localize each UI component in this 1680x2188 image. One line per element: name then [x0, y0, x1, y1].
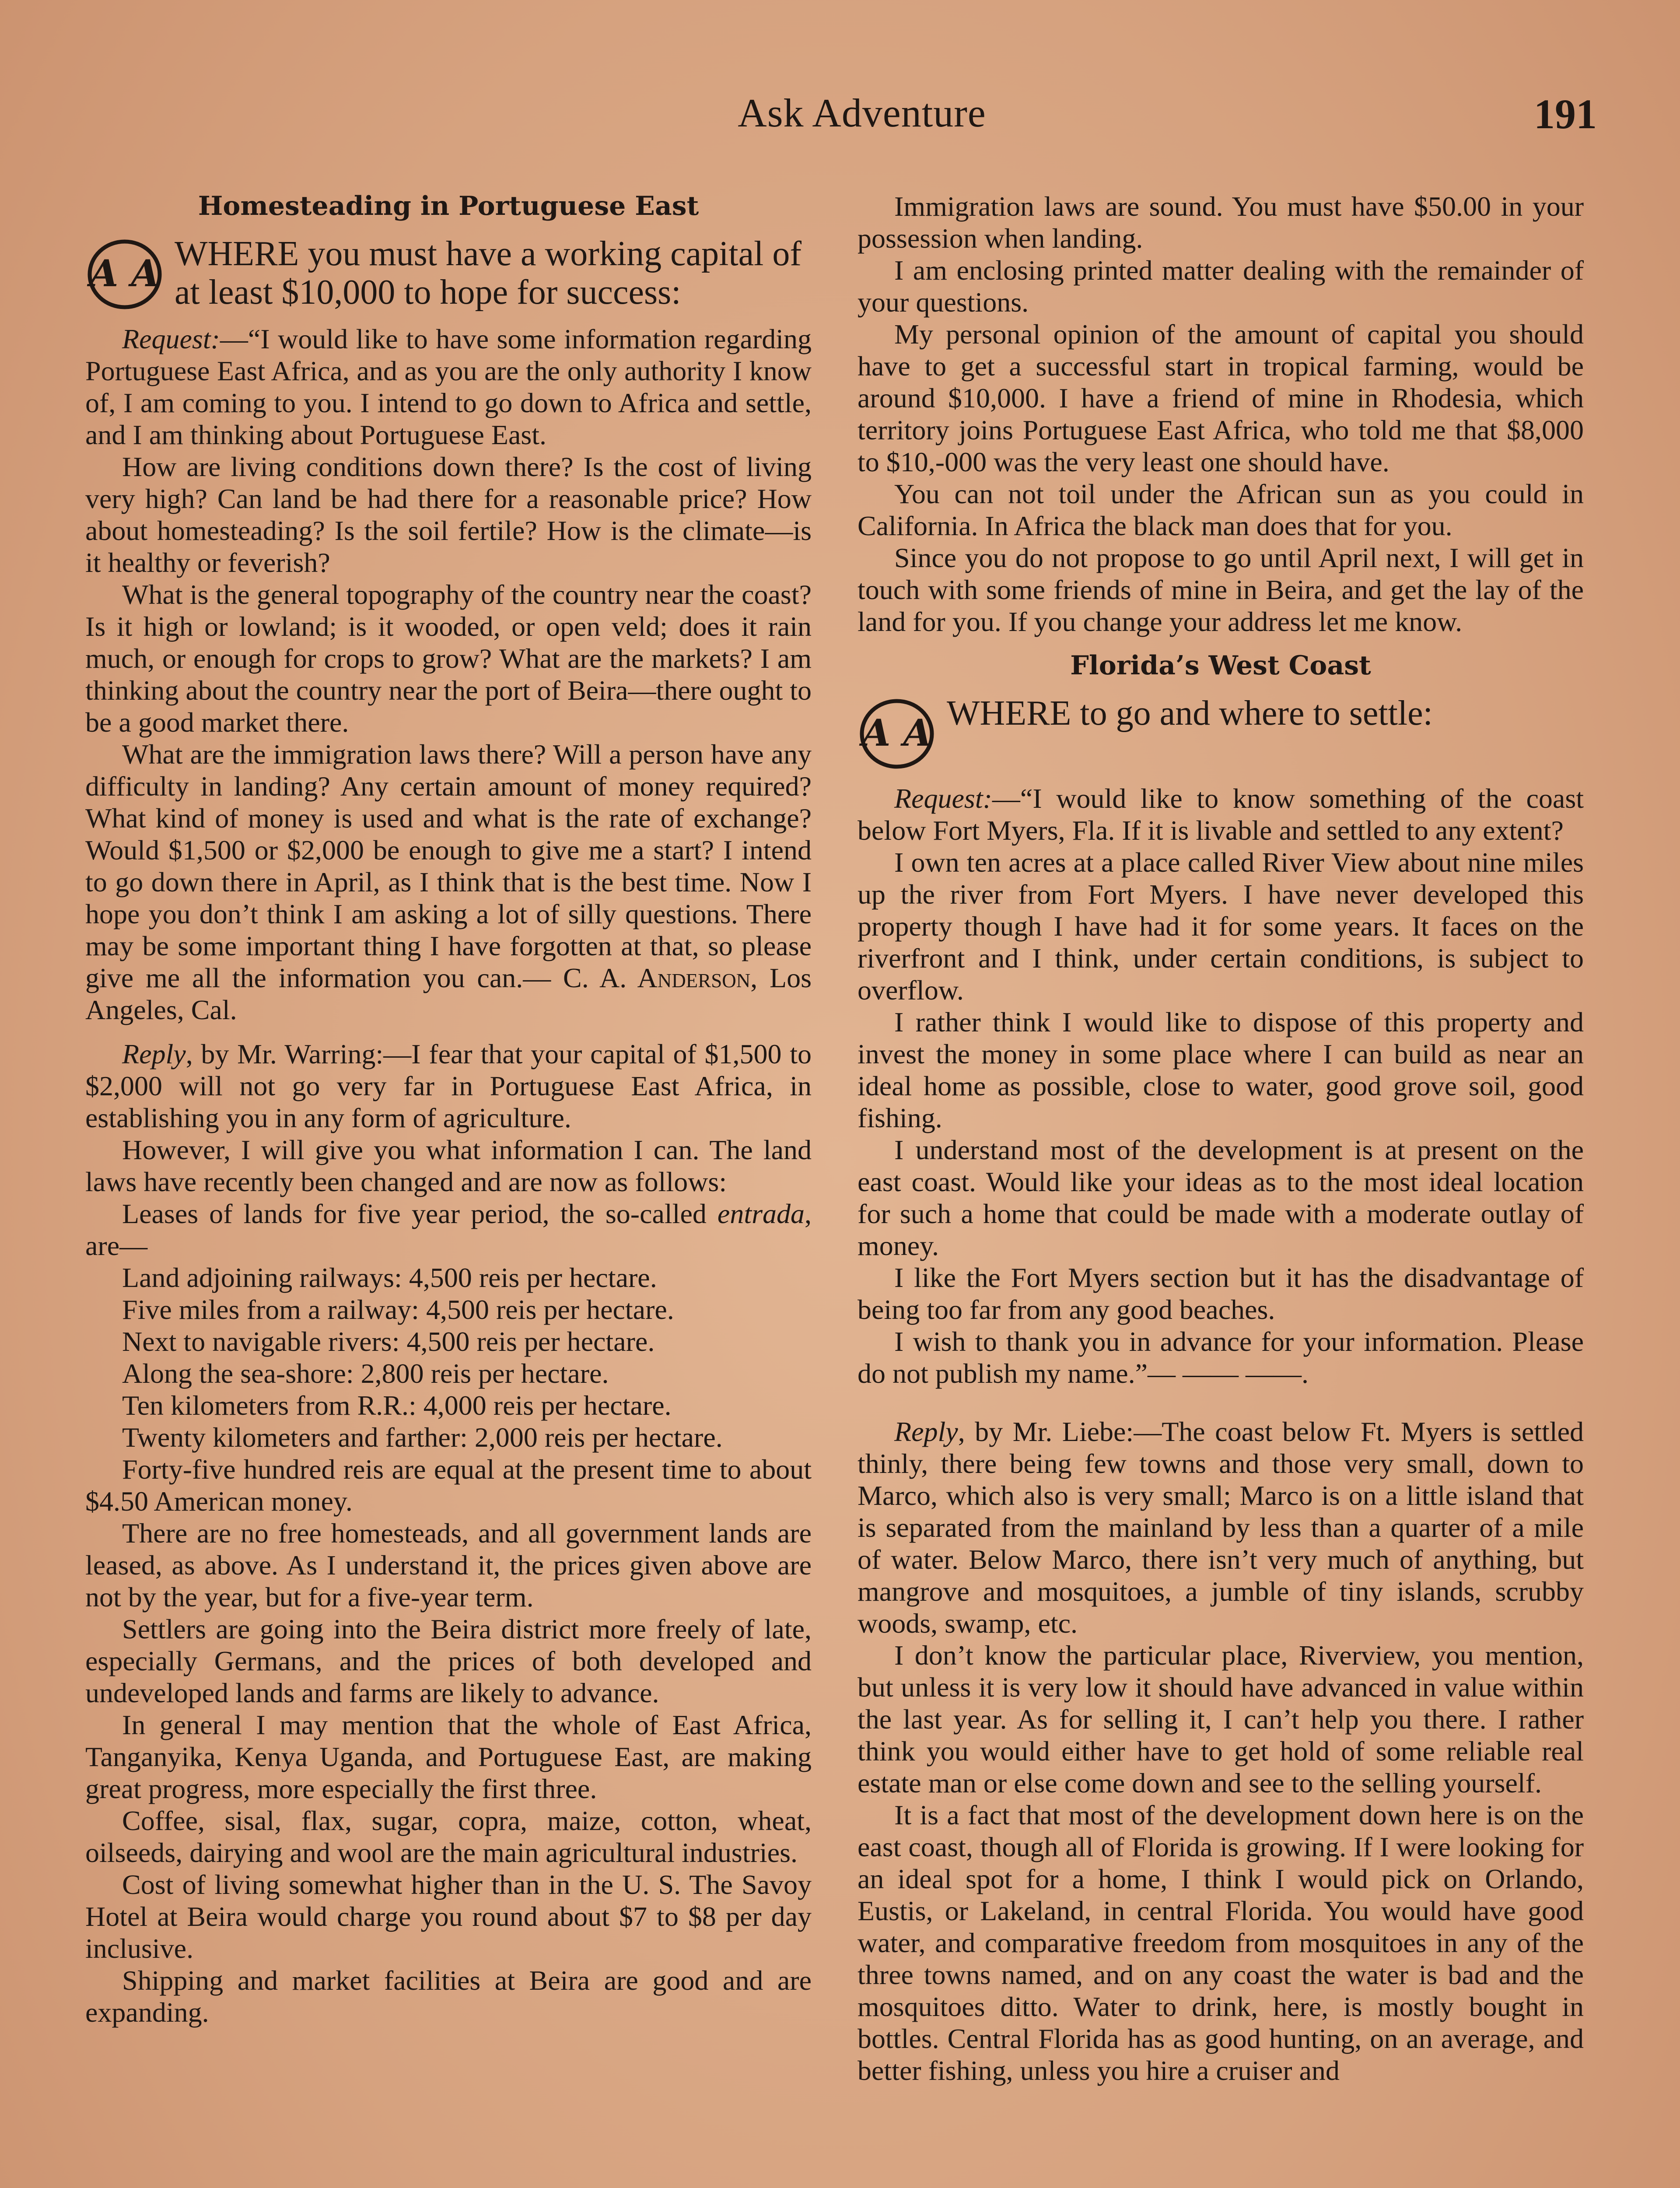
- request-paragraph: I rather think I would like to dispose of this property and invest the money in some place where I can build as near an ideal home as possible, close to water, good grove soil, good fishing.: [858, 1006, 1584, 1133]
- ask-adventure-logo-icon: [85, 237, 164, 312]
- lead-paragraph: [85, 235, 812, 312]
- reply-paragraph: There are no free homesteads, and all government lands are leased, as above. As I understand it, the prices given above are not by the year, but for a five-year term.: [85, 1518, 812, 1613]
- request-text-1: —“I would like to have some information regarding Portuguese East Africa, and as you are the only authority I know of, I am coming to you. I intend to go down to Africa and settle, and I am thinking about Portuguese East.: [85, 323, 812, 450]
- reply-text-1: , by Mr. Warring:—I fear that your capital of $1,500 to $2,000 will not go very far in Portuguese East Africa, in establishing you in any form of agriculture.: [85, 1038, 812, 1133]
- request-text-4: What are the immigration laws there? Will a person have any difficulty in landing? Any certain amount of money required? What kind of money is used and what is the rate of exchange? Would $1,500 or $2,000 be enough to give me a start? I intend to go down there in April, as I think that is the best time. Now I hope you don’t think I am asking a lot of silly questions. There may be some important thing I have forgotten at that, so please give me all the information you can.—: [85, 739, 812, 993]
- rate-item: Ten kilometers from R.R.: 4,000 reis per hectare.: [122, 1390, 672, 1421]
- continued-paragraph: Immigration laws are sound. You must have $50.00 in your possession when landing.: [858, 191, 1584, 254]
- reply-text-1: , by Mr. Liebe:—The coast below Ft. Myers is settled thinly, there being few towns and those very small, down to Marco, which also is very small; Marco is on a little island that is separated from the mainland by less than a quarter of a mile of water. Below Marco, there isn’t very much of anything, but mangrove and mosquitoes, a jumble of tiny islands, scrubby woods, swamp, etc.: [858, 1416, 1584, 1639]
- request-paragraph: I wish to thank you in advance for your information. Please do not publish my name.”— —— ——.: [858, 1326, 1584, 1389]
- request-paragraph: [85, 738, 812, 1026]
- rate-item: Five miles from a railway: 4,500 reis per hectare.: [122, 1294, 674, 1325]
- entrada-term: entrada: [717, 1198, 805, 1229]
- signature-place: , Los Angeles, Cal.: [85, 962, 812, 1025]
- rate-item: Twenty kilometers and farther: 2,000 reis per hectare.: [122, 1422, 723, 1453]
- reply-paragraph: Forty-five hundred reis are equal at the present time to about $4.50 American money.: [85, 1454, 812, 1517]
- signature-name: C. A. Anderson: [563, 962, 751, 993]
- continued-paragraph: I am enclosing printed matter dealing with the remainder of your questions.: [858, 255, 1584, 318]
- lead-text: WHERE to go and where to settle:: [947, 694, 1433, 733]
- left-column: [85, 190, 812, 2188]
- reply-paragraph: Cost of living somewhat higher than in the U. S. The Savoy Hotel at Beira would charge you round about $7 to $8 per day inclusive.: [85, 1869, 812, 1964]
- request-paragraph: [85, 323, 812, 451]
- lead-paragraph: [858, 694, 1584, 771]
- page-number: 191: [1534, 91, 1597, 137]
- rate-item: Next to navigable rivers: 4,500 reis per hectare.: [122, 1326, 655, 1357]
- reply-label: Reply: [894, 1416, 958, 1447]
- continued-paragraph: Since you do not propose to go until April next, I will get in touch with some friends of mine in Beira, and get the lay of the land for you. If you change your address let me know.: [858, 542, 1584, 637]
- request-label: Request:: [122, 323, 220, 354]
- right-column: [858, 190, 1584, 2188]
- logo-monogram: A A: [862, 711, 932, 754]
- reply-paragraph: [858, 1416, 1584, 1639]
- ask-adventure-logo-icon: [858, 697, 936, 771]
- reply-paragraph: Settlers are going into the Beira district more freely of late, especially Germans, and the prices of both developed and undeveloped lands and farms are likely to advance.: [85, 1613, 812, 1708]
- reply-paragraph: Coffee, sisal, flax, sugar, copra, maize, cotton, wheat, oilseeds, dairying and wool are the main agricultural industries.: [85, 1805, 812, 1868]
- request-text-1: —“I would like to know something of the coast below Fort Myers, Fla. If it is livable and settled to any extent?: [858, 783, 1584, 846]
- reply-paragraph: However, I will give you what information I can. The land laws have recently been changed and are now as follows:: [85, 1134, 812, 1197]
- reply-paragraph: [85, 1198, 812, 1262]
- rate-item: Along the sea-shore: 2,800 reis per hectare.: [122, 1358, 609, 1389]
- request-paragraph: How are living conditions down there? Is the cost of living very high? Can land be had there for a reasonable price? How about homesteading? Is the soil fertile? How is the climate—is it healthy or feverish?: [85, 451, 812, 578]
- reply-label: Reply: [122, 1038, 186, 1069]
- logo-monogram: A A: [90, 252, 160, 295]
- section-title-portuguese-east: Homesteading in Portuguese East: [198, 191, 699, 221]
- continued-paragraph: My personal opinion of the amount of capital you should have to get a successful start in tropical farming, would be around $10,000. I have a friend of mine in Rhodesia, which territory joins Portuguese East Africa, who told me that $8,000 to $10,-000 was the very least one should have.: [858, 319, 1584, 477]
- request-paragraph: What is the general topography of the country near the coast? Is it high or lowland; is it wooded, or open veld; does it rain much, or enough for crops to grow? What are the markets? I am thinking about the country near the port of Beira—there ought to be a good market there.: [85, 579, 812, 738]
- request-paragraph: I own ten acres at a place called River View about nine miles up the river from Fort Myers. I have never developed this property though I have had it for some years. It faces on the riverfront and I think, under certain conditions, is subject to overflow.: [858, 847, 1584, 1006]
- reply-paragraph: It is a fact that most of the development down here is on the east coast, though all of Florida is growing. If I were looking for an ideal spot for a home, I think I would pick on Orlando, Eustis, or Lakeland, in central Florida. You would have good water, and comparative freedom from mosquitoes in any of the three towns named, and on any coast the water is bad and the mosquitoes ditto. Water to drink, here, is mostly bought in bottles. Central Florida has as good hunting, on an average, and better fishing, unless you hire a cruiser and: [858, 1799, 1584, 2086]
- page-header: [0, 90, 1680, 160]
- section-title-florida: Florida’s West Coast: [1070, 650, 1371, 681]
- reply-paragraph: In general I may mention that the whole of East Africa, Tanganyika, Kenya Uganda, and Portuguese East, are making great progress, more especially the first three.: [85, 1709, 812, 1804]
- request-paragraph: [858, 782, 1584, 846]
- request-paragraph: I understand most of the development is at present on the east coast. Would like your ideas as to the most ideal location for such a home that could be made with a moderate outlay of money.: [858, 1134, 1584, 1261]
- request-paragraph: I like the Fort Myers section but it has the disadvantage of being too far from any good beaches.: [858, 1262, 1584, 1325]
- reply-paragraph: I don’t know the particular place, Riverview, you mention, but unless it is very low it should have advanced in value within the last year. As for selling it, I can’t help you there. I rather think you would either have to get hold of some reliable real estate man or else come down and see to the selling yourself.: [858, 1640, 1584, 1799]
- reply-paragraph: [85, 1038, 812, 1134]
- request-label: Request:: [894, 783, 992, 814]
- continued-paragraph: You can not toil under the African sun as you could in California. In Africa the black man does that for you.: [858, 478, 1584, 541]
- running-title: Ask Adventure: [738, 91, 986, 135]
- reply-text-3b: , are—: [85, 1198, 812, 1261]
- reply-paragraph: Shipping and market facilities at Beira are good and are expanding.: [85, 1965, 812, 2028]
- reply-text-3a: Leases of lands for five year period, the so-called: [122, 1198, 718, 1229]
- rate-item: Land adjoining railways: 4,500 reis per hectare.: [122, 1262, 657, 1293]
- lead-text: WHERE you must have a working capital of at least $10,000 to hope for success:: [175, 235, 802, 312]
